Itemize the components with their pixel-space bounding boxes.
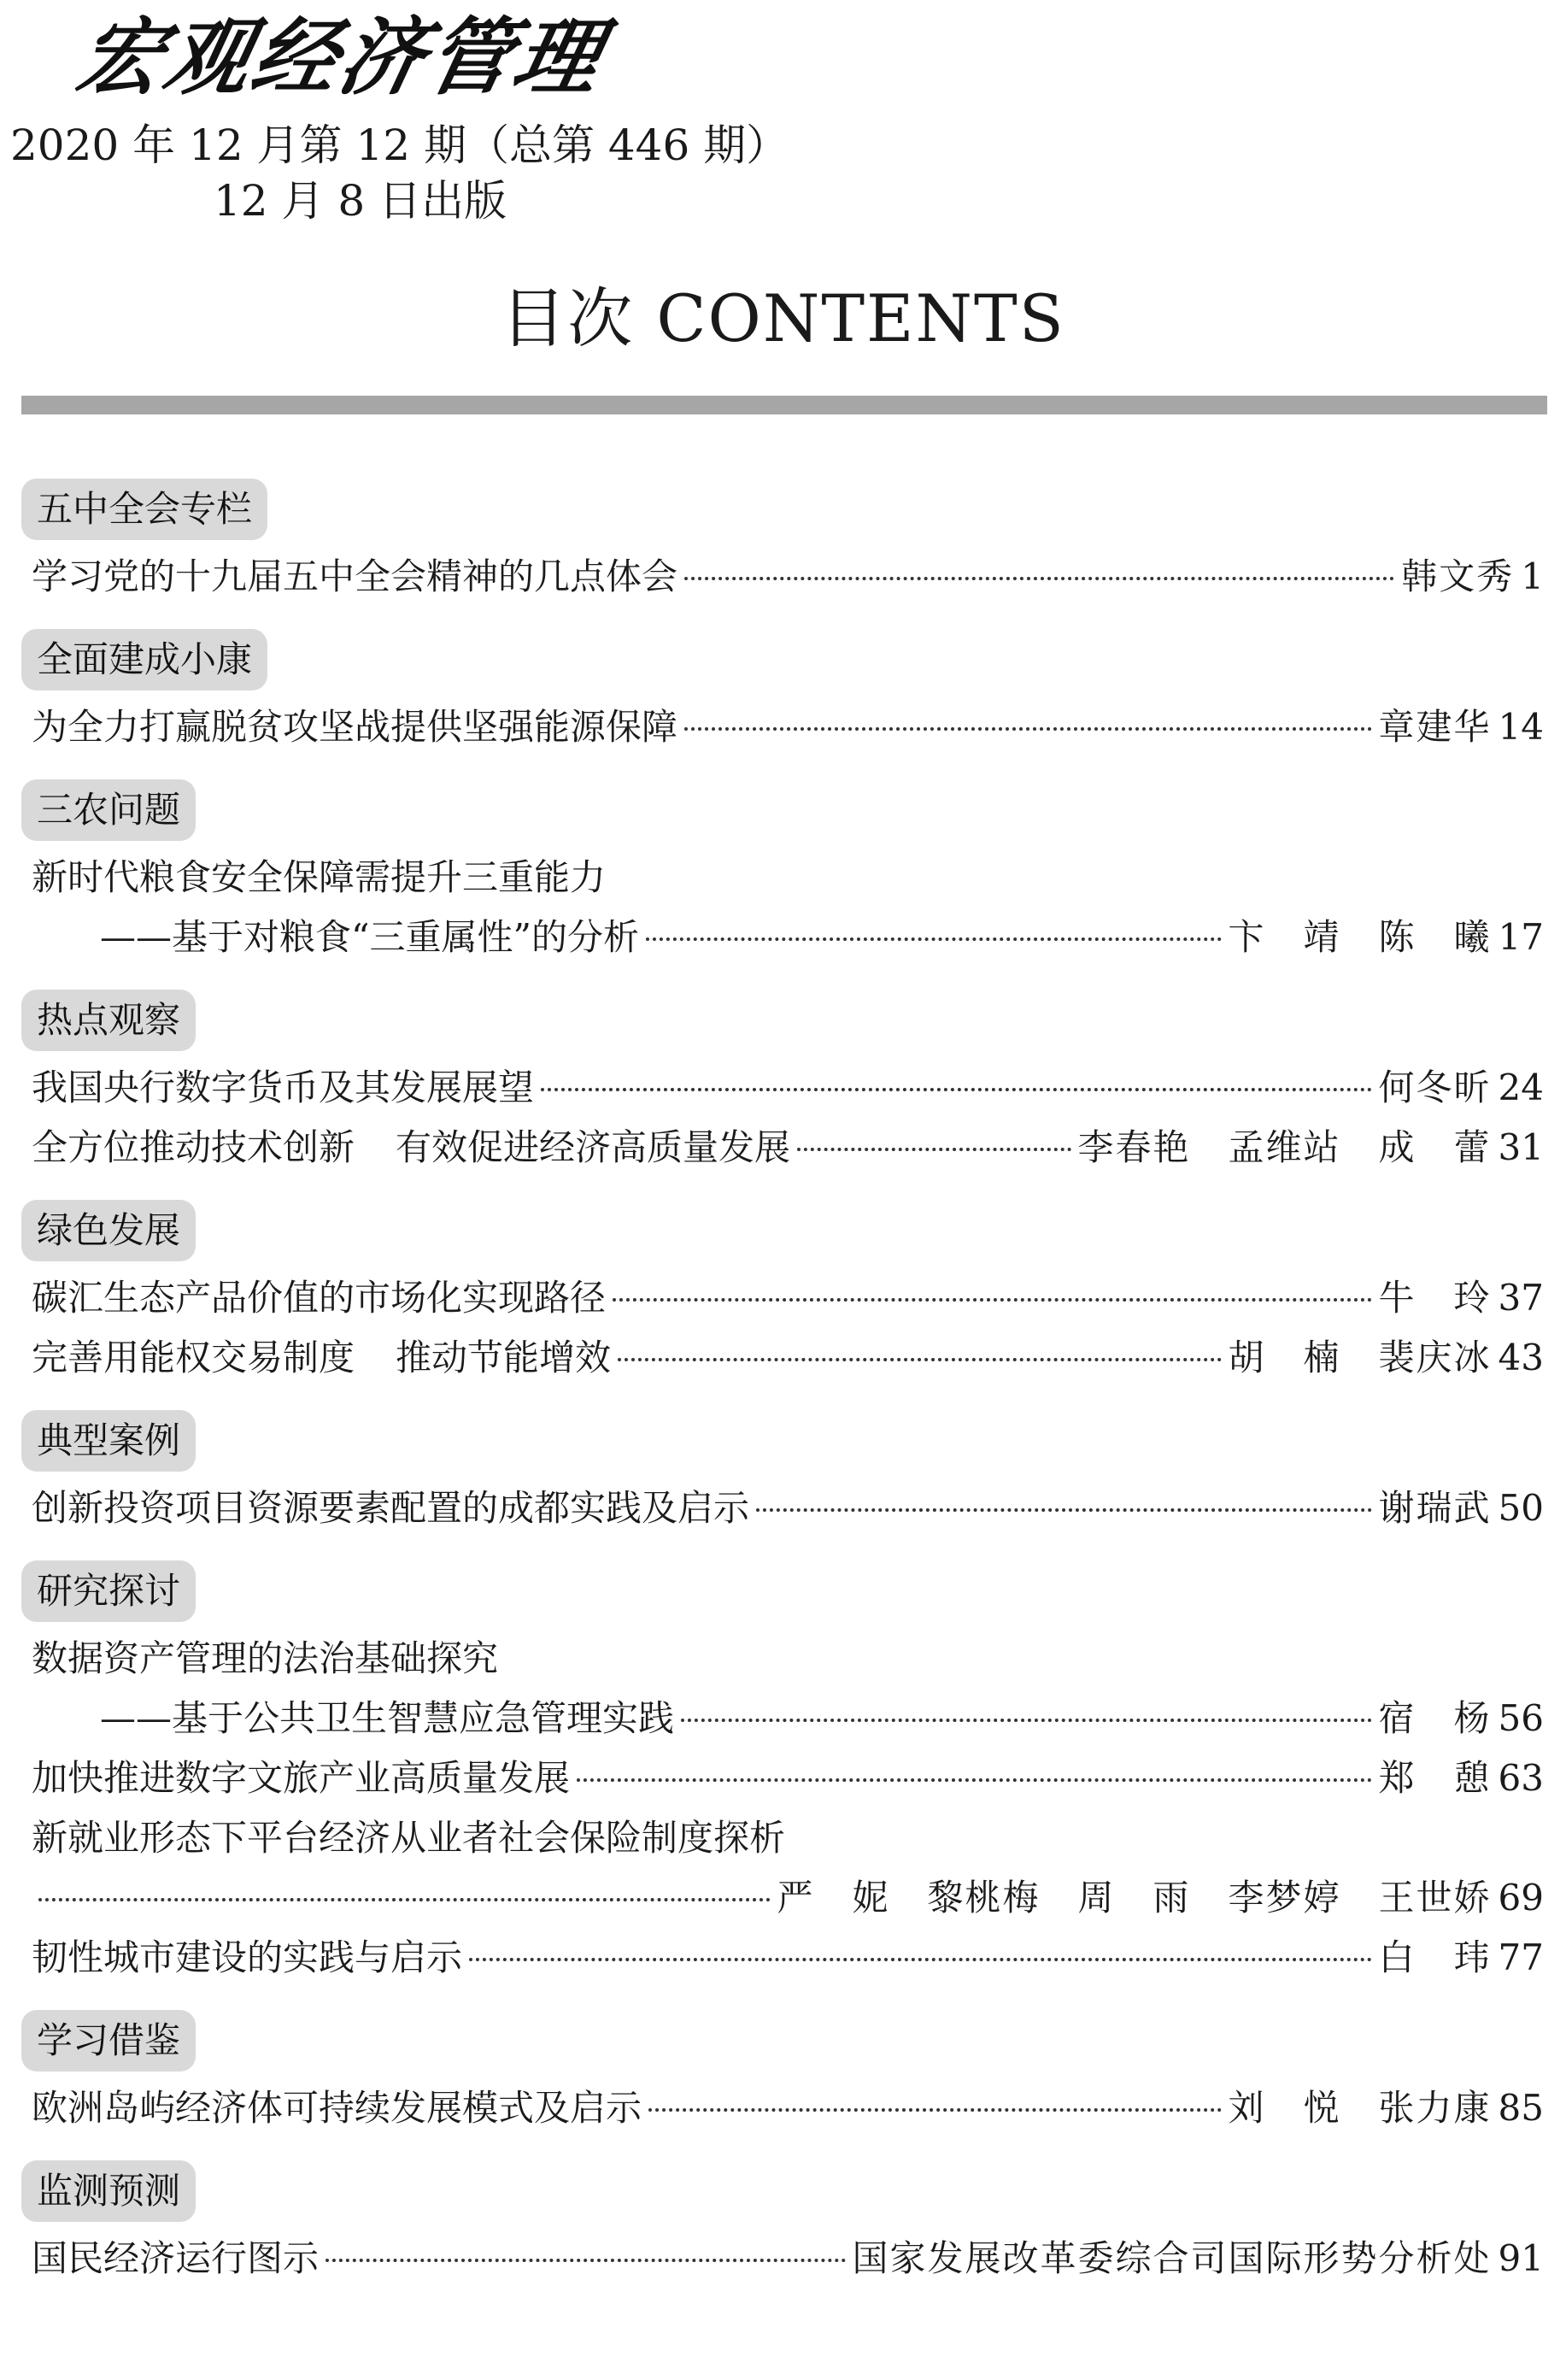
section-heading: 五中全会专栏 — [21, 479, 267, 540]
dot-leader — [646, 937, 1222, 941]
dot-leader — [326, 2259, 846, 2262]
toc-section — [21, 779, 1547, 967]
dot-leader — [613, 1298, 1372, 1302]
article-title: 韧性城市建设的实践与启示 — [32, 1936, 463, 1978]
toc-section — [21, 1410, 1547, 1538]
article-author: 韩文秀 — [1401, 555, 1515, 597]
article-title: 国民经济运行图示 — [32, 2237, 320, 2279]
article-title-part: 完善用能权交易制度 — [32, 1337, 355, 1378]
toc-entry[interactable] — [21, 1868, 1547, 1928]
toc-section — [21, 2160, 1547, 2289]
page-number: 24 — [1498, 1067, 1544, 1108]
toc-entry[interactable] — [21, 1478, 1547, 1538]
article-title: 欧洲岛屿经济体可持续发展模式及启示 — [32, 2087, 642, 2129]
article-title-part: 全方位推动技术创新 — [32, 1126, 355, 1168]
toc-entry[interactable] — [21, 1118, 1547, 1178]
dot-leader — [756, 1508, 1372, 1512]
issue-line: 2020 年 12 月第 12 期（总第 446 期） — [10, 120, 789, 170]
page-number: 14 — [1498, 706, 1544, 748]
toc-entry[interactable] — [21, 1058, 1547, 1118]
contents-title: 目次 CONTENTS — [501, 280, 1065, 356]
article-author: 国家发展改革委综合司国际形势分析处 — [852, 2237, 1492, 2279]
toc-entry[interactable] — [21, 697, 1547, 757]
page-number: 63 — [1498, 1757, 1544, 1799]
article-title: 学习党的十九届五中全会精神的几点体会 — [32, 555, 678, 597]
toc-entry[interactable] — [21, 2078, 1547, 2138]
page-number: 77 — [1498, 1936, 1544, 1978]
article-title: 创新投资项目资源要素配置的成都实践及启示 — [32, 1487, 750, 1529]
article-author: 牛 玲 — [1378, 1277, 1492, 1319]
page-number: 69 — [1498, 1877, 1544, 1919]
section-heading: 绿色发展 — [21, 1200, 196, 1261]
section-heading: 全面建成小康 — [21, 629, 267, 690]
article-title[interactable]: 新就业形态下平台经济从业者社会保险制度探析 — [32, 1817, 786, 1859]
toc-section — [21, 990, 1547, 1178]
toc-entry[interactable] — [21, 547, 1547, 607]
toc-entry[interactable] — [21, 1689, 1547, 1748]
article-subtitle: ——基于公共卫生智慧应急管理实践 — [100, 1697, 675, 1739]
section-heading: 热点观察 — [21, 990, 196, 1051]
dot-leader — [577, 1778, 1372, 1782]
page-number: 17 — [1498, 916, 1544, 958]
article-title — [32, 1328, 611, 1388]
article-author: 郑 憩 — [1378, 1757, 1492, 1799]
section-heading: 典型案例 — [21, 1410, 196, 1472]
article-title[interactable]: 数据资产管理的法治基础探究 — [32, 1637, 499, 1679]
page-number: 1 — [1521, 555, 1544, 597]
toc-entry[interactable] — [21, 1268, 1547, 1328]
article-title: 加快推进数字文旅产业高质量发展 — [32, 1757, 571, 1799]
toc-section — [21, 1200, 1547, 1388]
article-author: 宿 杨 — [1378, 1697, 1492, 1739]
article-title: 碳汇生态产品价值的市场化实现路径 — [32, 1277, 607, 1319]
article-title: 为全力打赢脱贫攻坚战提供坚强能源保障 — [32, 706, 678, 748]
toc-entry[interactable] — [21, 1748, 1547, 1808]
page-number: 56 — [1498, 1697, 1544, 1739]
page-number: 91 — [1498, 2237, 1544, 2279]
article-title[interactable]: 新时代粮食安全保障需提升三重能力 — [32, 856, 607, 898]
dot-leader — [618, 1358, 1222, 1361]
dot-leader — [38, 1898, 771, 1901]
masthead-text: 宏观经济管理 — [68, 9, 613, 107]
article-author: 何冬昕 — [1378, 1067, 1492, 1108]
section-heading: 三农问题 — [21, 779, 196, 841]
article-title-part: 有效促进经济高质量发展 — [396, 1126, 791, 1168]
article-title-part: 推动节能增效 — [396, 1337, 612, 1378]
table-of-contents — [21, 479, 1547, 2311]
page-number: 50 — [1498, 1487, 1544, 1529]
toc-entry[interactable] — [21, 1928, 1547, 1988]
toc-section — [21, 629, 1547, 757]
article-author: 谢瑞武 — [1378, 1487, 1492, 1529]
toc-entry[interactable] — [21, 1328, 1547, 1388]
dot-leader — [684, 727, 1372, 731]
page-number: 37 — [1498, 1277, 1544, 1319]
article-author: 白 玮 — [1378, 1936, 1492, 1978]
article-author: 章建华 — [1378, 706, 1492, 748]
article-title: 我国央行数字货币及其发展展望 — [32, 1067, 535, 1108]
dot-leader — [648, 2108, 1222, 2112]
title-rule — [21, 396, 1547, 414]
toc-section — [21, 2010, 1547, 2138]
publish-date-line: 12 月 8 日出版 — [214, 176, 507, 226]
page-number: 43 — [1498, 1337, 1544, 1378]
page-number: 85 — [1498, 2087, 1544, 2129]
toc-entry[interactable] — [21, 2229, 1547, 2289]
section-heading: 研究探讨 — [21, 1560, 196, 1622]
dot-leader — [797, 1148, 1071, 1151]
section-heading: 学习借鉴 — [21, 2010, 196, 2071]
dot-leader — [469, 1958, 1372, 1961]
article-title — [32, 1118, 790, 1178]
page-number: 31 — [1498, 1126, 1544, 1168]
toc-section — [21, 1560, 1547, 1988]
dot-leader — [541, 1088, 1372, 1091]
dot-leader — [681, 1719, 1372, 1722]
section-heading: 监测预测 — [21, 2160, 196, 2222]
toc-section — [21, 479, 1547, 607]
article-subtitle: ——基于对粮食“三重属性”的分析 — [100, 916, 639, 958]
article-author: 刘 悦 张力康 — [1228, 2087, 1492, 2129]
article-author: 卞 靖 陈 曦 — [1228, 916, 1492, 958]
article-author: 严 妮 黎桃梅 周 雨 李梦婷 王世娇 — [777, 1877, 1492, 1919]
article-author: 李春艳 孟维站 成 蕾 — [1077, 1126, 1492, 1168]
journal-masthead — [68, 7, 613, 109]
toc-entry[interactable] — [21, 908, 1547, 967]
dot-leader — [684, 577, 1394, 580]
article-author: 胡 楠 裴庆冰 — [1228, 1337, 1492, 1378]
